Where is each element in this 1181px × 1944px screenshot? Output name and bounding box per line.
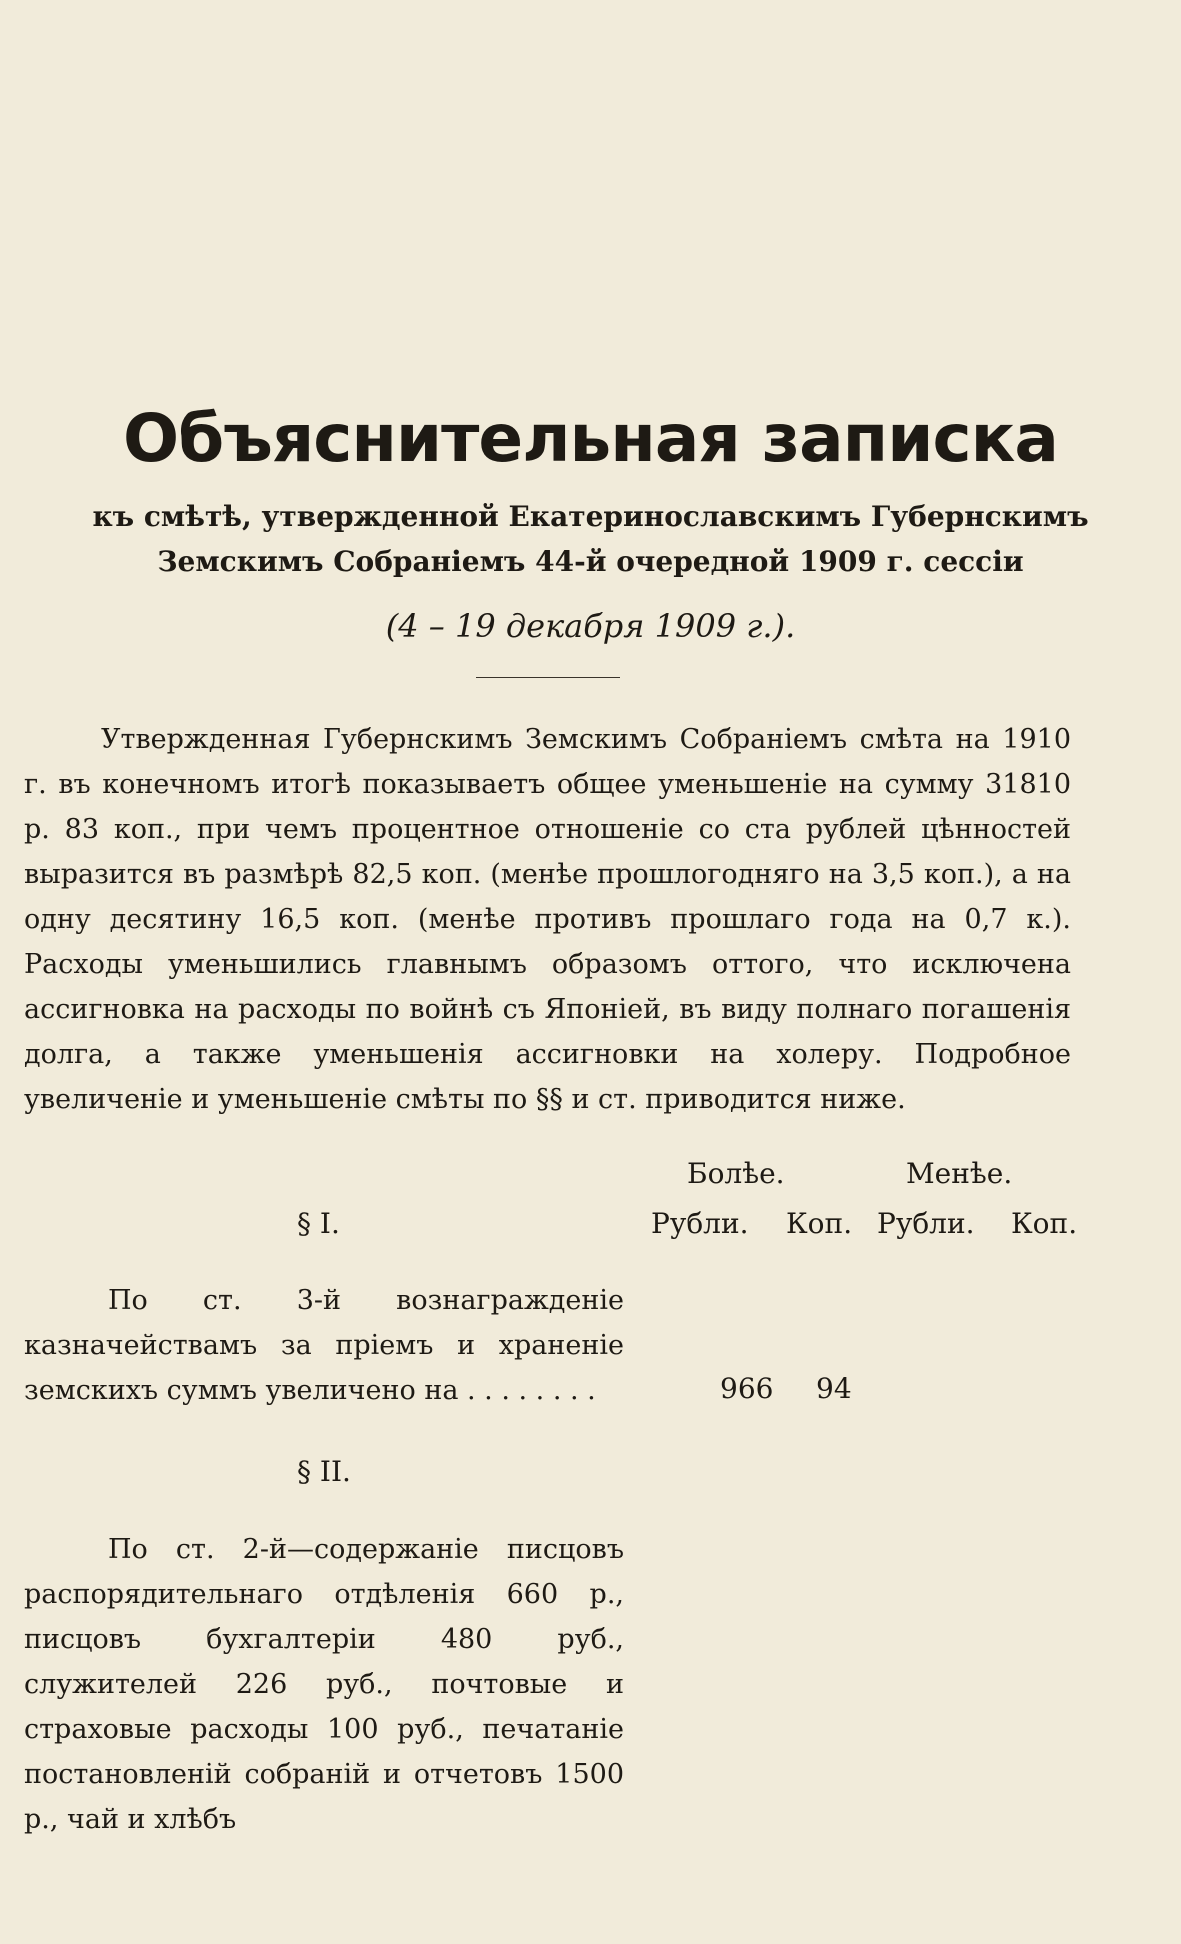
subtitle-line-1: къ смѣтѣ, утвержденной Екатеринославскимъ Губернскимъ bbox=[92, 500, 1089, 533]
session-dates: (4 – 19 декабря 1909 г.). bbox=[385, 607, 796, 645]
section-text: По ст. 3-й вознагражденіе казначействамъ за пріемъ и храненіе земскихъ суммъ увеличено на . . . . . . . . bbox=[24, 1285, 624, 1406]
subtitle-line-2: Земскимъ Собраніемъ 44-й очередной 1909 г. сессіи bbox=[157, 545, 1024, 578]
column-kopecks-less: Коп. bbox=[1011, 1207, 1078, 1240]
amount-rubles: 966 bbox=[720, 1372, 774, 1405]
column-less-header: Менѣе. bbox=[906, 1157, 1013, 1190]
column-rubles-more: Рубли. bbox=[651, 1207, 749, 1240]
amount-kopecks: 94 bbox=[816, 1372, 852, 1405]
section-heading: § II. bbox=[297, 1455, 351, 1488]
column-more-header: Болѣе. bbox=[687, 1157, 785, 1190]
page-title: Объяснительная записка bbox=[123, 400, 1058, 477]
intro-paragraph: Утвержденная Губернскимъ Земскимъ Собраніемъ смѣта на 1910 г. въ конечномъ итогѣ показываетъ общее уменьшеніе на сумму 31810 р. 83 коп., при чемъ процентное отношеніе со ста рублей цѣнностей выразится въ размѣрѣ 82,5 коп. (менѣе прошлогодняго на 3,5 коп.), а на одну десятину 16,5 коп. (менѣе противъ прошлаго года на 0,7 к.). Расходы уменьшились главнымъ образомъ оттого, что исключена ассигновка на расходы по войнѣ съ Японіей, въ виду полнаго погашенія долга, а также уменьшенія ассигновки на холеру. Подробное увеличеніе и уменьшеніе смѣты по §§ и ст. приводится ниже. bbox=[24, 724, 1071, 1115]
column-rubles-less: Рубли. bbox=[877, 1207, 975, 1240]
section-heading: § I. bbox=[297, 1207, 340, 1240]
title-divider bbox=[476, 677, 620, 678]
section-text: По ст. 2-й—содержаніе писцовъ распорядительнаго отдѣленія 660 р., писцовъ бухгалтеріи 480 руб., служителей 226 руб., почтовые и страховые расходы 100 руб., печатаніе постановленій собраній и отчетовъ 1500 р., чай и хлѣбъ bbox=[24, 1534, 624, 1835]
column-kopecks-more: Коп. bbox=[786, 1207, 853, 1240]
